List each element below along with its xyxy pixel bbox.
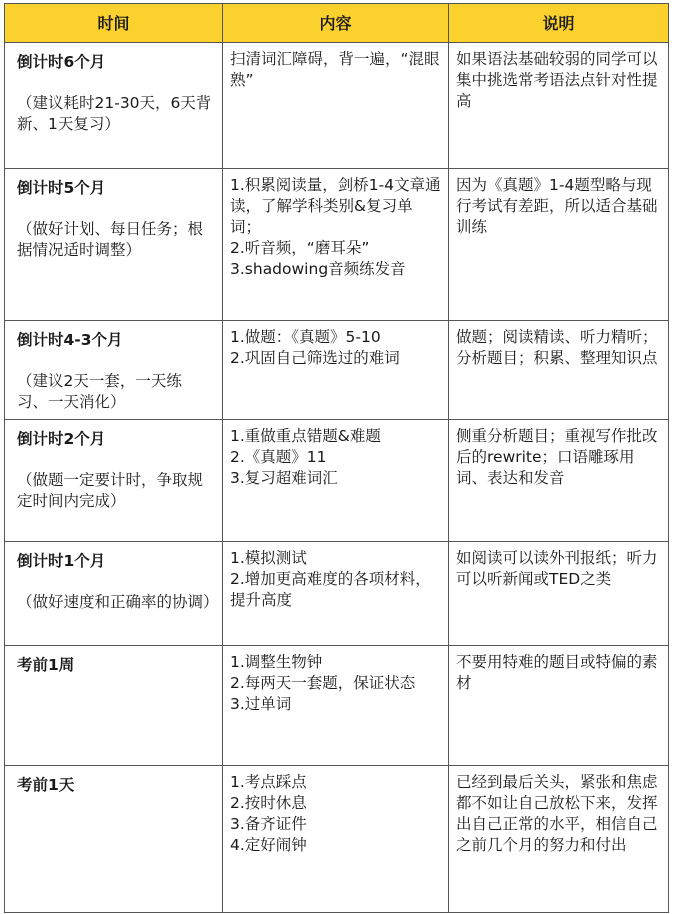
explanation-cell: 侧重分析题目；重视写作批改后的rewrite；口语雕琢用词、表达和发音 [449,420,669,542]
table-row [5,766,669,913]
period-title: 倒计时2个月 [17,430,106,448]
explanation-cell: 如阅读可以读外刊报纸；听力可以听新闻或TED之类 [449,542,669,646]
time-cell [5,646,223,766]
period-title: 倒计时1个月 [17,552,106,570]
period-note: （做好计划、每日任务；根据情况适时调整） [17,220,204,259]
time-cell [5,420,223,542]
content-cell [223,43,449,169]
period-title: 考前1周 [17,656,75,674]
time-cell [5,169,223,321]
period-note: （做好速度和正确率的协调） [17,593,219,611]
explanation-cell: 如果语法基础较弱的同学可以集中挑选常考语法点针对性提高 [449,43,669,169]
content-line: 2.听音频，“磨耳朵” [230,239,370,257]
header-time: 时间 [5,4,223,43]
content-line: 3.过单词 [230,695,292,713]
explanation-cell: 做题；阅读精读、听力精听；分析题目；积累、整理知识点 [449,321,669,420]
explanation-cell: 已经到最后关头，紧张和焦虑都不如让自己放松下来，发挥出自己正常的水平，相信自己之前几个月的努力和付出 [449,766,669,913]
period-title: 考前1天 [17,776,75,794]
content-cell [223,169,449,321]
content-line: 4.定好闹钟 [230,836,307,854]
period-note: （建议耗时21-30天，6天背新、1天复习） [17,94,212,133]
period-note: （做题一定要计时，争取规定时间内完成） [17,471,204,510]
time-cell [5,43,223,169]
content-line: 2.巩固自己筛选过的难词 [230,349,400,367]
content-line: 2.每两天一套题，保证状态 [230,674,416,692]
content-cell [223,766,449,913]
content-cell [223,420,449,542]
period-title: 倒计时6个月 [17,53,106,71]
content-line: 1.做题：《真题》5-10 [230,328,381,346]
header-note: 说明 [449,4,669,43]
header-content: 内容 [223,4,449,43]
content-line: 3.shadowing音频练发音 [230,260,406,278]
table-row [5,43,669,169]
content-line: 1.模拟测试 [230,549,307,567]
explanation-cell: 因为《真题》1-4题型略与现行考试有差距，所以适合基础训练 [449,169,669,321]
study-plan-table [4,3,669,913]
table-row [5,542,669,646]
content-cell [223,646,449,766]
content-line: 3.备齐证件 [230,815,307,833]
content-line: 2.《真题》11 [230,448,327,466]
content-line: 3.复习超难词汇 [230,469,338,487]
time-cell [5,766,223,913]
content-cell [223,542,449,646]
table-row [5,646,669,766]
table-row [5,420,669,542]
time-cell [5,321,223,420]
content-line: 扫清词汇障碍，背一遍，“混眼熟” [230,50,440,89]
period-note: （建议2天一套，一天练习、一天消化） [17,372,182,411]
period-title: 倒计时5个月 [17,179,106,197]
period-title: 倒计时4-3个月 [17,331,123,349]
table-row [5,321,669,420]
content-line: 2.按时休息 [230,794,307,812]
content-line: 2.增加更高难度的各项材料，提升高度 [230,570,431,609]
explanation-cell: 不要用特难的题目或特偏的素材 [449,646,669,766]
content-cell [223,321,449,420]
content-line: 1.调整生物钟 [230,653,323,671]
content-line: 1.积累阅读量，剑桥1-4文章通读，了解学科类别&复习单词； [230,176,441,236]
header-row [5,4,669,43]
table-row [5,169,669,321]
content-line: 1.重做重点错题&难题 [230,427,381,445]
content-line: 1.考点踩点 [230,773,307,791]
time-cell [5,542,223,646]
